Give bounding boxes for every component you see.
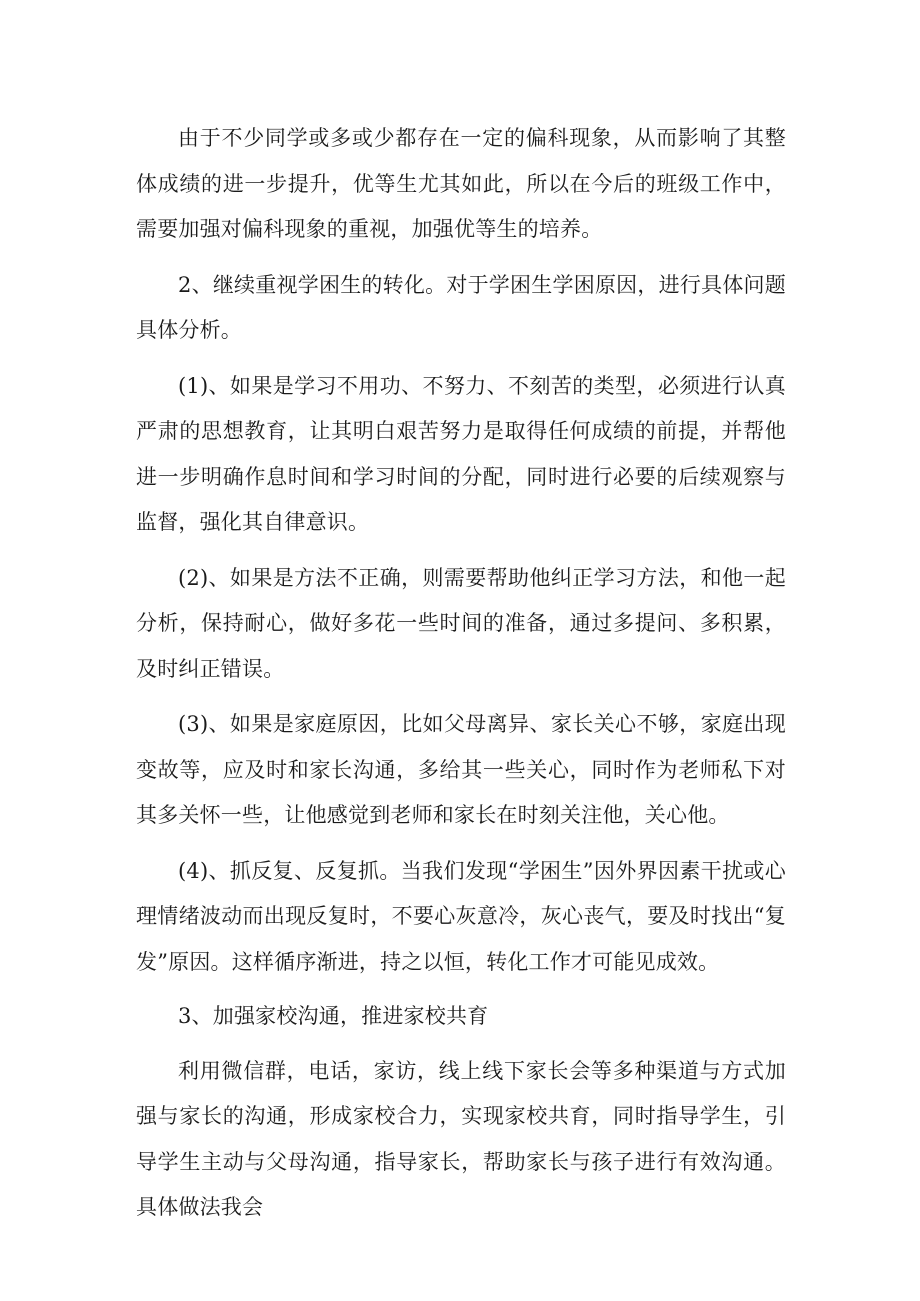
document-body (136, 116, 786, 1231)
paragraph-section-3-heading: 3、加强家校沟通，推进家校共育 (178, 1004, 489, 1028)
paragraph-home-school-communication: 利用微信群，电话，家访，线上线下家长会等多种渠道与方式加强与家长的沟通，形成家校合力，实现家校共育，同时指导学生，引导学生主动与父母沟通，指导家长，帮助家长与孩子进行有效沟通。具体做法我会 (136, 1058, 786, 1219)
paragraph-item-1: (1)、如果是学习不用功、不努力、不刻苦的类型，必须进行认真严肃的思想教育，让其明白艰苦努力是取得任何成绩的前提，并帮他进一步明确作息时间和学习时间的分配，同时进行必要的后续观察与监督，强化其自律意识。 (136, 373, 786, 534)
paragraph-item-2: (2)、如果是方法不正确，则需要帮助他纠正学习方法，和他一起分析，保持耐心，做好多花一些时间的准备，通过多提问、多积累，及时纠正错误。 (136, 565, 786, 681)
paragraph-item-3: (3)、如果是家庭原因，比如父母离异、家长关心不够，家庭出现变故等，应及时和家长沟通，多给其一些关心，同时作为老师私下对其多关怀一些，让他感觉到老师和家长在时刻关注他，关心他。 (136, 712, 786, 827)
paragraph-section-2-heading: 2、继续重视学困生的转化。对于学困生学困原因，进行具体问题具体分析。 (136, 272, 786, 342)
paragraph-item-4: (4)、抓反复、反复抓。当我们发现“学困生”因外界因素干扰或心理情绪波动而出现反复时，不要心灰意冷，灰心丧气，要及时找出“复发”原因。这样循序渐进，持之以恒，转化工作才可能见成效。 (136, 858, 786, 974)
paragraph-subject-imbalance: 由于不少同学或多或少都存在一定的偏科现象，从而影响了其整体成绩的进一步提升，优等生尤其如此，所以在今后的班级工作中，需要加强对偏科现象的重视，加强优等生的培养。 (136, 126, 786, 241)
